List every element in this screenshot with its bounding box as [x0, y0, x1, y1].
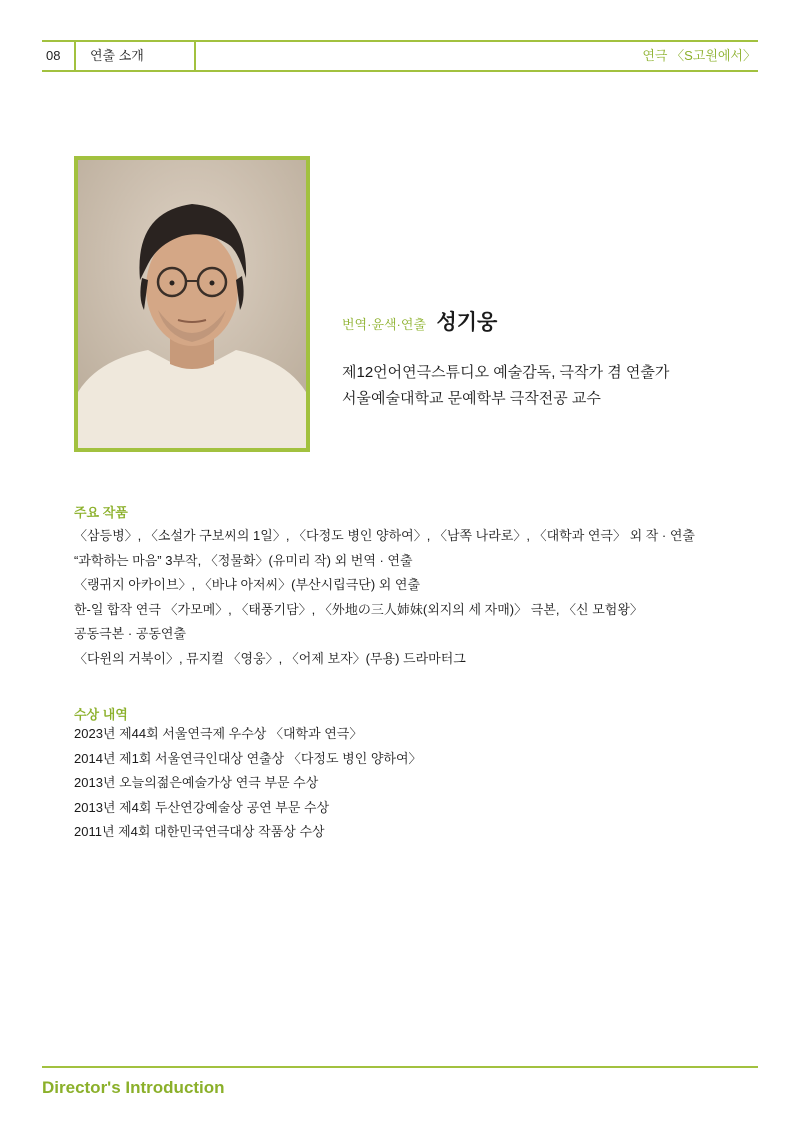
list-item: 2023년 제44회 서울연극제 우수상 〈대학과 연극〉: [74, 726, 363, 741]
list-item: 2013년 제4회 두산연강예술상 공연 부문 수상: [74, 799, 330, 815]
section-title: 연출 소개: [90, 48, 144, 63]
list-item: 〈랭귀지 아카이브〉, 〈바냐 아저씨〉(부산시립극단) 외 연출: [74, 577, 421, 592]
director-credit: [342, 306, 497, 336]
portrait-image: [78, 160, 306, 448]
bio-line: 제12언어연극스튜디오 예술감독, 극작가 겸 연출가: [342, 364, 670, 381]
list-item: 2011년 제4회 대한민국연극대상 작품상 수상: [74, 824, 325, 839]
list-item: 2014년 제1회 서울연극인대상 연출상 〈다정도 병인 양하여〉: [74, 750, 422, 766]
director-bio: [342, 360, 669, 412]
bio-line: 서울예술대학교 문예학부 극작전공 교수: [342, 390, 601, 407]
list-item: “과학하는 마음” 3부작, 〈정물화〉(유미리 작) 외 번역 · 연출: [74, 552, 413, 568]
works-list: [74, 524, 695, 671]
works-heading: 주요 작품: [74, 505, 128, 520]
awards-heading: 수상 내역: [74, 707, 128, 722]
director-role: 번역·윤색·연출: [342, 317, 427, 332]
page-number: 08: [46, 48, 61, 63]
list-item: 공동극본 · 공동연출: [74, 626, 187, 641]
page-header: [42, 40, 758, 72]
awards-list: [74, 722, 422, 845]
footer-divider: [42, 1066, 758, 1068]
list-item: 2013년 오늘의젊은예술가상 연극 부문 수상: [74, 775, 319, 790]
list-item: 〈삼등병〉, 〈소설가 구보씨의 1일〉, 〈다정도 병인 양하여〉, 〈남쪽 나라로〉, 〈대학과 연극〉 외 작 · 연출: [74, 528, 695, 543]
list-item: 한-일 합작 연극 〈가모메〉, 〈태풍기담〉, 〈外地の三人姉妹(외지의 세 자매)〉 극본, 〈신 모험왕〉: [74, 601, 643, 617]
list-item: 〈다윈의 거북이〉, 뮤지컬 〈영웅〉, 〈어제 보자〉(무용) 드라마터그: [74, 650, 466, 666]
footer-title: Director's Introduction: [42, 1078, 225, 1097]
header-divider: [74, 42, 76, 70]
play-title: 연극 〈S고원에서〉: [642, 48, 756, 63]
director-photo: [74, 156, 310, 452]
director-name: 성기웅: [436, 311, 498, 334]
header-divider: [194, 42, 196, 70]
